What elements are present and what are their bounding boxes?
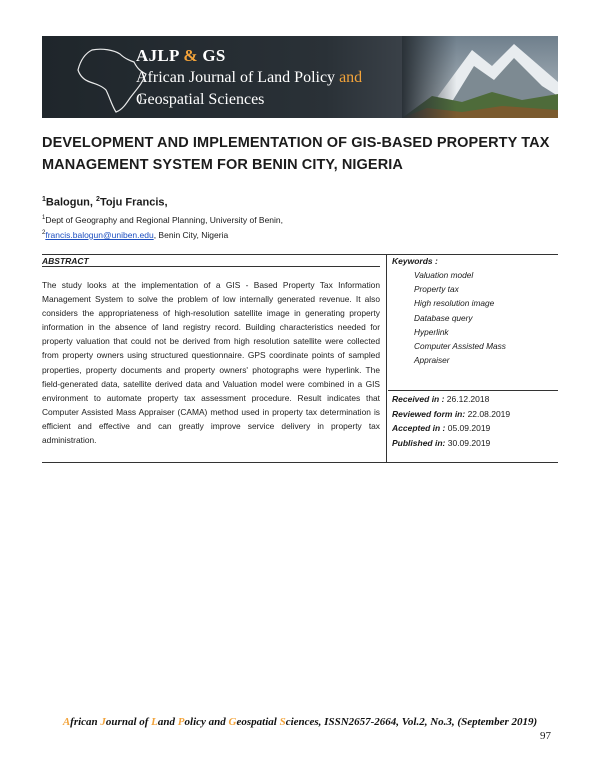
footer-cap-j: J [100, 716, 106, 728]
journal-footer [0, 716, 600, 728]
reviewed-date: 22.08.2019 [465, 408, 511, 419]
keywords-heading: Keywords : [392, 256, 438, 266]
footer-cap-a: A [62, 716, 71, 728]
footer-text: ciences, ISSN2657-2664, Vol.2, No.3, (September 2019) [285, 716, 538, 728]
published-date: 30.09.2019 [445, 437, 491, 448]
title-line-1: DEVELOPMENT AND IMPLEMENTATION OF GIS-BASED PROPERTY TAX [42, 135, 550, 151]
affil-line-1: Dept of Geography and Regional Planning, University of Benin, [45, 214, 284, 225]
keyword-item: Property tax [414, 284, 459, 295]
column-divider [386, 254, 387, 462]
footer-text: and [157, 716, 178, 728]
accepted-label: Accepted in : [392, 423, 446, 433]
reviewed-label: Reviewed form in: [392, 408, 466, 419]
article-dates [392, 392, 510, 450]
keyword-item: Computer Assisted Mass [414, 341, 506, 352]
page-number: 97 [540, 730, 551, 742]
author-list [42, 196, 168, 209]
published-label: Published in: [392, 437, 446, 448]
affil-sup-1: 1 [42, 215, 46, 221]
footer-cap-s: S [279, 716, 286, 728]
keyword-item: Database query [414, 312, 473, 323]
abstract-heading: ABSTRACT [42, 256, 89, 266]
title-line-2: MANAGEMENT SYSTEM FOR BENIN CITY, NIGERIA [42, 157, 403, 173]
footer-text: olicy and [184, 716, 229, 728]
accepted-date: 05.09.2019 [445, 423, 491, 433]
footer-text: eospatial [236, 716, 280, 728]
abstract-text: The study looks at the implementation of a GIS - Based Property Tax Information Management System to solve the problem of low internally generated revenue. It also considers the appropriateness of high-resolution satellite image in generating property information in the absence of land registry record. Building characteristics needed for property valuation that could not be derived from high resolution satellite were collected from property owners using structured questionnaire. GPS coordinate points of sampled properties, property documents and property owners' photographs were hyperlink. The field-generated data, satellite derived data and Valuation model were combined in a GIS environment to automate property tax assessment procedure. Result indicates that Computer Assisted Mass Appraiser (CAMA) method used in property tax determination is efficient and effective and can greatly improve service delivery in property tax administration. [42, 280, 380, 446]
banner-line2: African Journal of Land Policy [136, 69, 336, 86]
banner-and: and [339, 69, 363, 86]
author-sup-2: 2 [96, 196, 100, 203]
keywords-list [414, 268, 506, 367]
footer-text: frican [70, 716, 101, 728]
received-label: Received in : [392, 394, 445, 404]
banner-short: AJLP [136, 46, 179, 65]
affiliation [42, 212, 283, 242]
footer-cap-p: P [177, 716, 185, 728]
journal-banner [42, 36, 558, 118]
author-name-2: Toju Francis, [99, 196, 168, 209]
abstract-top-rule [42, 254, 558, 255]
keyword-item: Valuation model [414, 270, 474, 280]
footer-cap-l: L [151, 716, 158, 728]
banner-gs: GS [202, 46, 226, 65]
keyword-item: Hyperlink [414, 326, 449, 337]
banner-title [136, 45, 362, 111]
author-email-link[interactable]: francis.balogun@uniben.edu [45, 229, 154, 240]
mountain-photo [402, 36, 558, 118]
footer-cap-g: G [228, 716, 237, 728]
affil-city: , Benin City, Nigeria [153, 229, 229, 240]
footer-text: ournal of [105, 716, 152, 728]
banner-line3: Geospatial Sciences [136, 91, 265, 108]
keyword-item: High resolution image [414, 298, 495, 309]
abstract-head-rule [42, 266, 380, 267]
keywords-bottom-rule [388, 390, 558, 391]
paper-title [42, 132, 562, 176]
author-sup-1: 1 [42, 196, 46, 203]
abstract-bottom-rule [42, 462, 558, 463]
author-name-1: Balogun, [45, 196, 93, 209]
banner-amp: & [183, 46, 198, 65]
received-date: 26.12.2018 [444, 394, 490, 404]
affil-sup-2: 2 [42, 229, 46, 236]
keyword-item: Appraiser [414, 355, 450, 366]
